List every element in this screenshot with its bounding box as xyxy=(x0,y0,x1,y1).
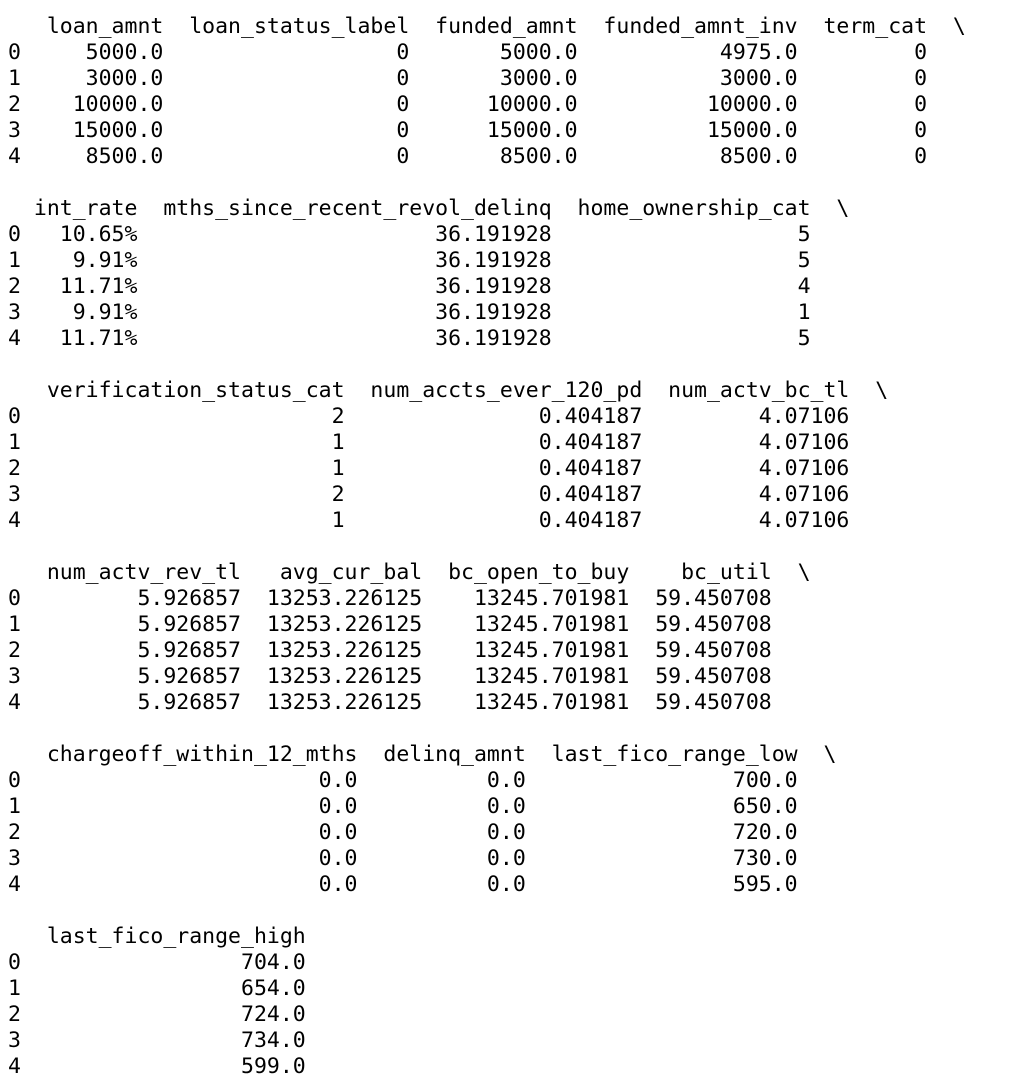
output-line: 0 0.0 0.0 700.0 xyxy=(8,768,837,793)
output-line xyxy=(8,534,966,560)
output-line: 4 8500.0 0 8500.0 8500.0 0 xyxy=(8,144,966,169)
output-line: 0 704.0 xyxy=(8,950,332,975)
output-line xyxy=(8,898,966,924)
output-line: 2 724.0 xyxy=(8,1002,332,1027)
output-line: 0 2 0.404187 4.07106 xyxy=(8,404,889,429)
output-line xyxy=(8,170,966,196)
output-line: 2 1 0.404187 4.07106 xyxy=(8,456,889,481)
output-line: chargeoff_within_12_mths delinq_amnt last_fico_range_low \ xyxy=(8,742,837,767)
output-line: 0 5.926857 13253.226125 13245.701981 59.450708 xyxy=(8,586,811,611)
output-line: 1 1 0.404187 4.07106 xyxy=(8,430,889,455)
output-line: 0 5000.0 0 5000.0 4975.0 0 xyxy=(8,40,966,65)
output-line: 4 5.926857 13253.226125 13245.701981 59.450708 xyxy=(8,690,811,715)
output-line: 3 9.91% 36.191928 1 xyxy=(8,300,850,325)
output-line: 1 654.0 xyxy=(8,976,332,1001)
output-line: 3 5.926857 13253.226125 13245.701981 59.450708 xyxy=(8,664,811,689)
output-line: 4 0.0 0.0 595.0 xyxy=(8,872,837,897)
output-line: 3 2 0.404187 4.07106 xyxy=(8,482,889,507)
output-line: 0 10.65% 36.191928 5 xyxy=(8,222,850,247)
output-line: last_fico_range_high xyxy=(8,924,332,949)
output-line: 1 3000.0 0 3000.0 3000.0 0 xyxy=(8,66,966,91)
output-line: 1 9.91% 36.191928 5 xyxy=(8,248,850,273)
output-line: 2 0.0 0.0 720.0 xyxy=(8,820,837,845)
output-line: 3 15000.0 0 15000.0 15000.0 0 xyxy=(8,118,966,143)
output-line: loan_amnt loan_status_label funded_amnt funded_amnt_inv term_cat \ xyxy=(8,14,966,39)
output-line: 2 10000.0 0 10000.0 10000.0 0 xyxy=(8,92,966,117)
output-line: 2 5.926857 13253.226125 13245.701981 59.450708 xyxy=(8,638,811,663)
output-line: verification_status_cat num_accts_ever_120_pd num_actv_bc_tl \ xyxy=(8,378,889,403)
output-line: 1 5.926857 13253.226125 13245.701981 59.450708 xyxy=(8,612,811,637)
output-line: 4 599.0 xyxy=(8,1054,332,1079)
output-line: 3 0.0 0.0 730.0 xyxy=(8,846,837,871)
output-line xyxy=(8,716,966,742)
output-line: 1 0.0 0.0 650.0 xyxy=(8,794,837,819)
output-line: 3 734.0 xyxy=(8,1028,332,1053)
output-line: 2 11.71% 36.191928 4 xyxy=(8,274,850,299)
output-line xyxy=(8,0,966,14)
output-line xyxy=(8,352,966,378)
output-line: 4 1 0.404187 4.07106 xyxy=(8,508,889,533)
output-line: num_actv_rev_tl avg_cur_bal bc_open_to_buy bc_util \ xyxy=(8,560,811,585)
dataframe-output xyxy=(8,0,966,1080)
output-line: 4 11.71% 36.191928 5 xyxy=(8,326,850,351)
output-line: int_rate mths_since_recent_revol_delinq home_ownership_cat \ xyxy=(8,196,850,221)
